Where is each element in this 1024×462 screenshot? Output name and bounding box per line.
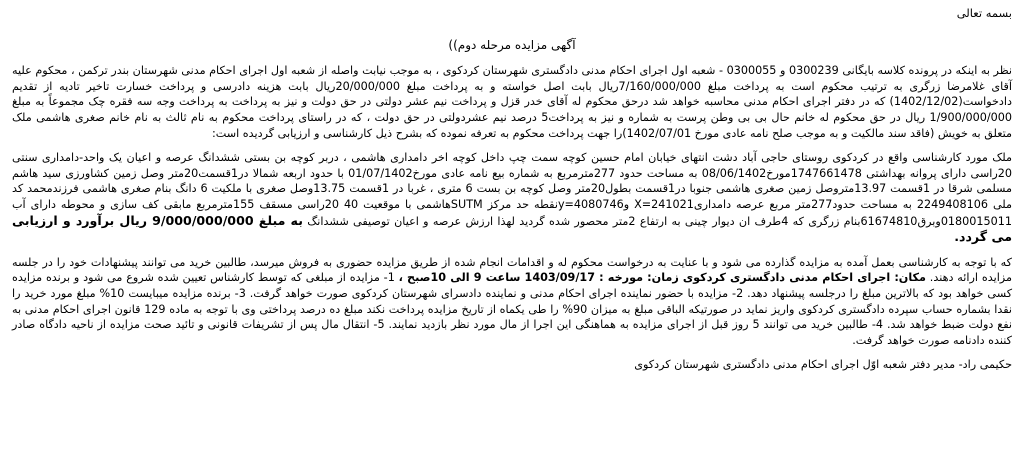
property-description-paragraph: [12, 150, 1012, 246]
auction-place-time-text: مکان: اجرای احکام مدنی دادگستری کردکوی زمان: مورخه : 1403/09/17 ساعت 9 الی 10صبح ،: [398, 271, 926, 285]
auction-intro-text: که با توجه به کارشناسی بعمل آمده به مزایده گذارده می شود و با عنایت به درخواست محکوم له و اقدامات انجام شده از طریق مزایده حضوری به فروش میرسد، طالبین خرید می توانند پیشنهادات خود را در جلسه مزایده ارائه دهند.: [12, 255, 1012, 285]
notice-title: آگهی مزایده مرحله دوم)): [448, 37, 576, 52]
auction-conditions-text: 1- مزایده از مبلغی که توسط کارشناس تعیین شده شروع می شود و برنده مزایده کسی خواهد بود که بالاترین مبلغ را درجلسه پیشنهاد دهد. 2- مزایده با حضور نماینده اجرای احکام مدنی و نماینده دادسرای شهرستان کردکوی صورت خواهد گرفت. 3- برنده مزایده میبایست 10% مبلغ مورد خرید را نقدا بشماره حساب سپرده دادگستری کردکوی واریز نماید در صورتیکه الباقی مبلغ به میزان 90% را طی یکماه از تاریخ مزایده پرداخت نکند مبلغ ده درصد پرداختی وی با توجه به ماده 129 قانون اجرای احکام مدنی به نفع دولت ضبط خواهد شد. 4- طالبین خرید می توانند 5 روز قبل از اجرای مزایده به هماهنگی این اجرا از مال مورد نظر بازدید نمایند. 5- انتقال مال پس از تشریفات قانونی و تائید صحت مزایده از ناحیه دادگاه صادر کننده دادنامه صورت خواهد گرفت.: [12, 271, 1013, 347]
appraisal-value-text: به مبلغ 9/000/000/000 ریال برآورد و ارزیابی می گردد.: [12, 212, 1012, 245]
case-description-paragraph: نظر به اینکه در پرونده کلاسه بایگانی 0300239 و 0300055 - شعبه اول اجرای احکام مدنی دادگستری شهرستان کردکوی ، به موجب نیابت واصله از شعبه اول اجرای احکام مدنی شهرستان بندر ترکمن ، محکوم علیه آقای غلامرضا زرگری به ترتیب محکوم است به پرداخت مبلغ 7/160/000/000ریال بابت اصل خواسته و به پرداخت مبلغ 20/000/000ریال بابت هزینه دادرسی و پرداخت خسارت تاخیر تادیه از تقدیم دادخواست(1402/12/02) که در دفتر اجرای احکام مدنی محاسبه خواهد شد درحق محکوم له آقای خدر قزل و پرداخت نیم عشر دولتی در حق دولت و نیز به پرداخت به پرداخت وجه سه فقره چک مجموعاً به مبلغ 1/900/000/000 ریال در حق محکوم له خانم حال بی بی وطن پرست به شماره و نیز به پرداخت5 درصد نیم عشردولتی در حق دولت ، که در راستای پرداخت محکوم به نام ثالث به نام خانم صغری هاشمی ملک متعلق به خویش (فاقد سند مالکیت و به موجب صلح نامه عادی مورخ 1402/07/01)را جهت پرداخت محکوم به تعرفه نموده که بشرح ذیل کارشناسی و ارزیابی گردیده است:: [12, 64, 1013, 140]
signature-line: حکیمی راد- مدیر دفتر شعبه اوّل اجرای احکام مدنی دادگستری شهرستان کردکوی: [634, 358, 1012, 372]
property-description-text: ملک مورد کارشناسی واقع در کردکوی روستای حاجی آباد دشت انتهای خیابان امام حسین کوچه سمت چپ داخل کوچه اخر دامداری هاشمی ، دربر کوچه بن بستی ششدانگ عرصه و اعیان یک واحد-دامداری سنتی 20راسی دارای پروانه بهداشتی 1747661478مورخ08/06/1402 به مساحت حدود 277مترمربع به شماره بیع نامه عادی مورخ01/07/1402 با حدود اربعه شمالا در1قسمت20متر وصل زمین کشاورزی سید هاشم مسلمی شرقا در 1قسمت 13.97متروصل زمین صغری هاشمی جنوبا در1قسمت بطول20متر وصل کوچه بن بست 6 متری ، غربا در 1قسمت 13.75وصل صغری با ملکیت 6 دانگ بنام صغری هاشمی فرزندمحمد کد ملی 2249408106 به مساحت حدود277متر مربع عرصه دامداریX=241021 وy=4080746نقطه حد مرکز SUTMهاشمی با موقعیت 40 20راسی مسقف 155مترمربع مابقی کف سازی و محوطه دارای آب 0180015011وبرق61674810بنام زرگری که 4طرف ان دیوار چینی به ارتفاع 2متر محصور شده گردید لهذا ارزش عرصه و اعیان توصیفی ششدانگ: [12, 151, 1012, 228]
invocation-text: بسمه تعالی: [956, 6, 1012, 20]
auction-terms-paragraph: [12, 255, 1012, 349]
